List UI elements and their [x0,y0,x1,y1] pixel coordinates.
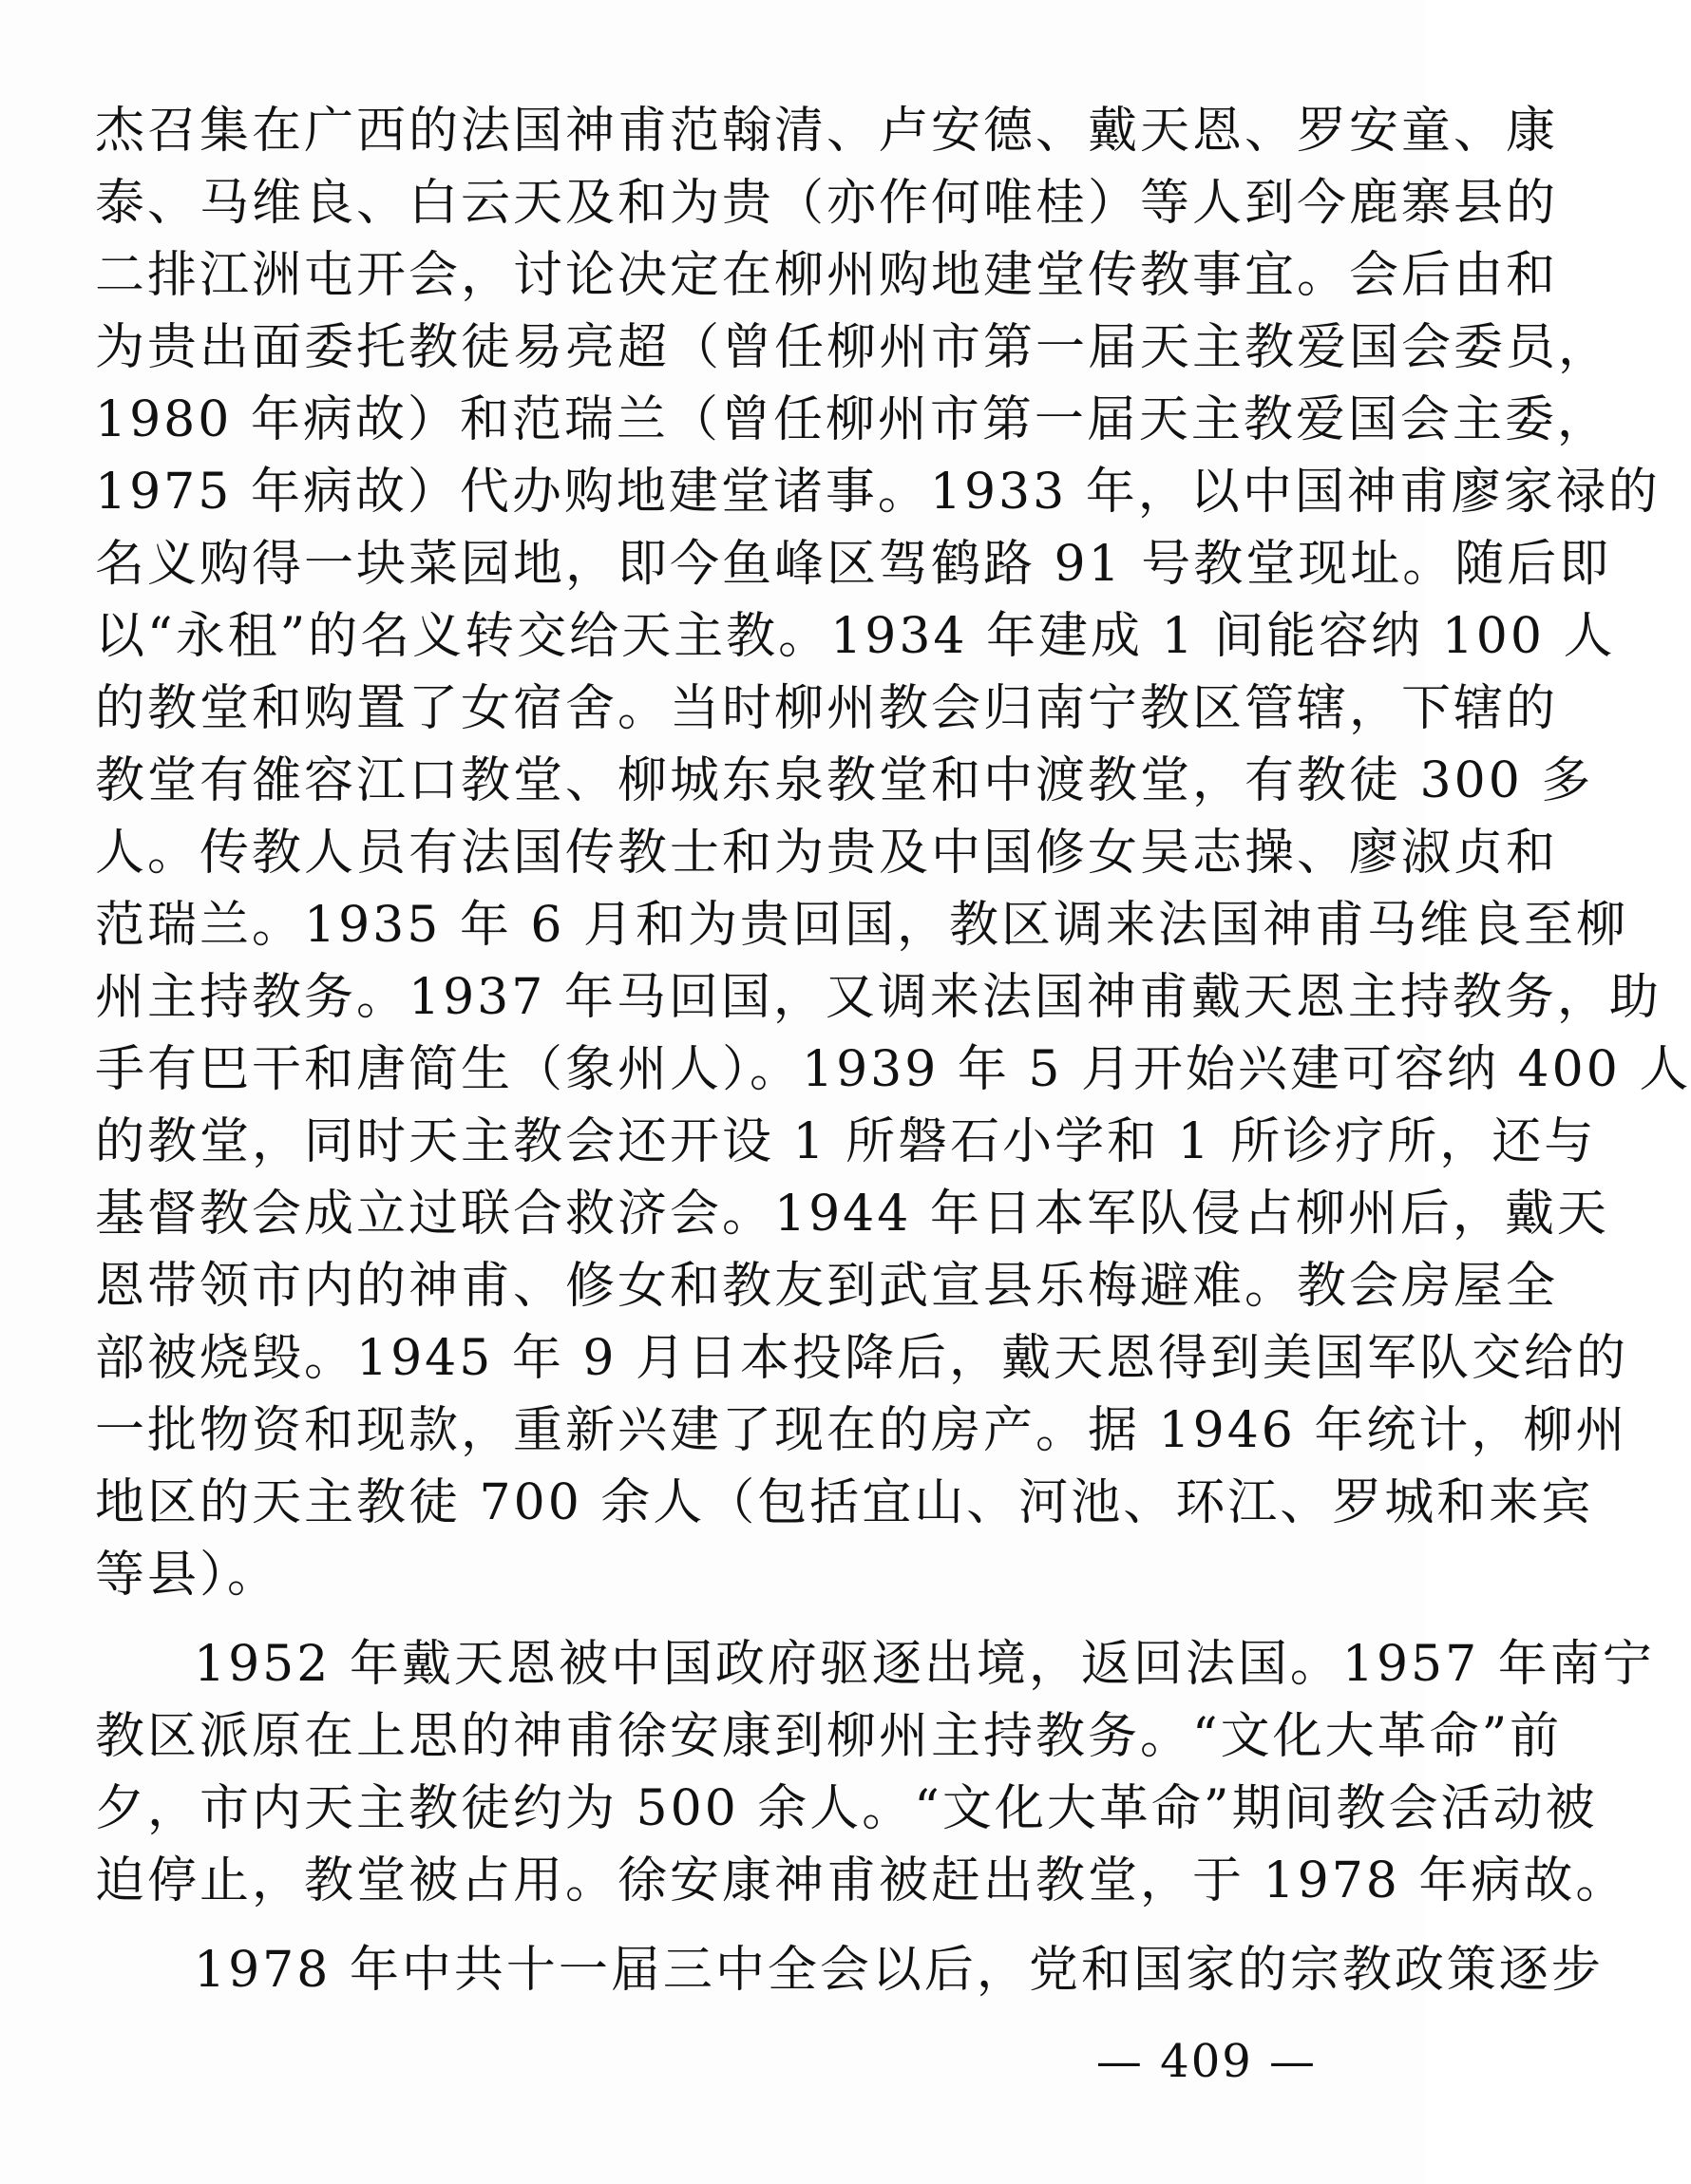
text-line: 等县）。 [95,1547,280,1604]
text-line: 为贵出面委托教徒易亮超（曾任柳州市第一届天主教爱国会委员， [95,319,1611,376]
text-line: 一批物资和现款，重新兴建了现在的房产。据 1946 年统计，柳州 [95,1402,1628,1459]
text-line: 1980 年病故）和范瑞兰（曾任柳州市第一届天主教爱国会主委， [95,391,1609,448]
text-line: 杰召集在广西的法国神甫范翰清、卢安德、戴天恩、罗安童、康 [95,103,1559,160]
text-line: 二排江洲屯开会，讨论决定在柳州购地建堂传教事宜。会后由和 [95,247,1559,304]
text-line: 1975 年病故）代办购地建堂诸事。1933 年，以中国神甫廖家禄的 [95,464,1661,521]
text-line: 以“永租”的名义转交给天主教。1934 年建成 1 间能容纳 100 人 [95,608,1616,665]
text-line: 州主持教务。1937 年马回国，又调来法国神甫戴天恩主持教务，助 [95,969,1662,1026]
text-line: 人。传教人员有法国传教士和为贵及中国修女吴志操、廖淑贞和 [95,825,1559,882]
paragraph-gap [95,1917,1330,1934]
page-number: — 409 — [1095,2035,1318,2088]
text-line: 的教堂和购置了女宿舍。当时柳州教会归南宁教区管辖，下辖的 [95,680,1559,737]
text-line: 部被烧毁。1945 年 9 月日本投降后，戴天恩得到美国军队交给的 [95,1330,1629,1387]
paragraph-1 [95,95,1691,1611]
text-line: 地区的天主教徒 700 余人（包括宜山、河池、环江、罗城和来宾 [95,1474,1594,1531]
text-line: 泰、马维良、白云天及和为贵（亦作何唯桂）等人到今鹿寨县的 [95,175,1559,232]
text-line: 恩带领市内的神甫、修女和教友到武宣县乐梅避难。教会房屋全 [95,1258,1559,1315]
text-line: 迫停止，教堂被占用。徐安康神甫被赶出教堂，于 1978 年病故。 [95,1852,1628,1909]
text-line: 夕，市内天主教徒约为 500 余人。“文化大革命”期间教会活动被 [95,1780,1598,1837]
text-line: 教堂有雒容江口教堂、柳城东泉教堂和中渡教堂，有教徒 300 多 [95,752,1594,809]
paragraph-3 [95,1934,1604,2006]
paragraph-gap [95,1611,1330,1628]
text-line: 范瑞兰。1935 年 6 月和为贵回国，教区调来法国神甫马维良至柳 [95,897,1629,954]
text-line: 1952 年戴天恩被中国政府驱逐出境，返回法国。1957 年南宁 [194,1636,1655,1693]
text-line: 1978 年中共十一届三中全会以后，党和国家的宗教政策逐步 [194,1942,1604,1999]
text-line: 教区派原在上思的神甫徐安康到柳州主持教务。“文化大革命”前 [95,1708,1563,1765]
text-line: 手有巴干和唐简生（象州人）。1939 年 5 月开始兴建可容纳 400 人 [95,1041,1691,1098]
text-line: 的教堂，同时天主教会还开设 1 所磐石小学和 1 所诊疗所，还与 [95,1113,1597,1170]
paragraph-2 [95,1628,1655,1917]
text-line: 名义购得一块菜园地，即今鱼峰区驾鹤路 91 号教堂现址。随后即 [95,536,1612,593]
text-line: 基督教会成立过联合救济会。1944 年日本军队侵占柳州后，戴天 [95,1186,1609,1243]
body-text [95,95,1691,2006]
